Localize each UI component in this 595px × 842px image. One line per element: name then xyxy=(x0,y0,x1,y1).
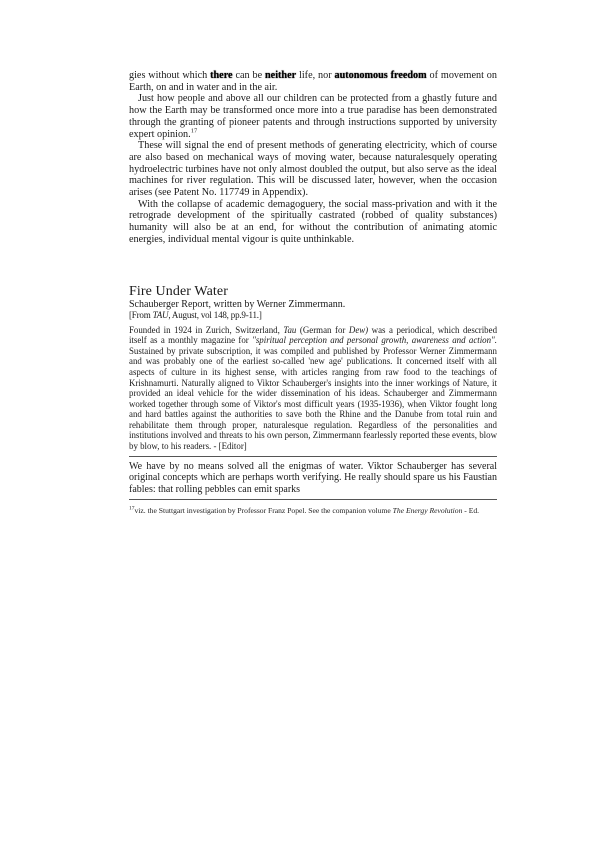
paragraph xyxy=(129,325,497,452)
paragraph: We have by no means solved all the enigmas of water. Viktor Schauberger has several original concepts which are perhaps worth verifying. He really should spare us his Faustian fables: that rolling pebbles can emit sparks xyxy=(129,460,497,495)
text-run-italic: TAU xyxy=(152,309,169,320)
highlighted-word: neither xyxy=(265,70,297,81)
text-run: viz. the Stuttgart investigation by Professor Franz Popel. See the companion volume xyxy=(134,506,393,516)
editor-introduction xyxy=(129,325,497,452)
footnote-reference: 17 xyxy=(190,127,198,135)
document-page xyxy=(129,70,497,516)
paragraph xyxy=(129,70,497,93)
divider xyxy=(129,499,497,500)
article-section xyxy=(129,284,497,516)
text-run: of movement on Earth, on and in water and in the air. xyxy=(129,70,497,93)
body-text xyxy=(129,70,497,246)
text-run-italic: The Energy Revolution xyxy=(392,506,463,516)
text-run: - Ed. xyxy=(462,506,480,516)
text-run-italic: Tau xyxy=(283,324,297,335)
text-run: (German for xyxy=(296,324,349,335)
article-subtitle: Schauberger Report, written by Werner Zimmermann. xyxy=(129,298,346,310)
text-run: Sustained by private subscription, it was compiled and published by Professor Werner Zimmermann and was probably one of the earliest so-called 'new age' publications. It concerned itself with all aspects of culture in its highest sense, with articles ranging from raw food to the teachings of Krishnamurti. Naturally aligned to Viktor Schauberger's insights into the inner workings of Nature, it provided an ideal vehicle for the wider dissemination of his ideas. Schauberger and Zimmermann worked together through some of Viktor's most difficult years (1935-1936), when Viktor fought long and hard battles against the authorities to save both the Rhine and the Danube from total ruin and rehabilitate them through proper, naturalesque regulation. Regardless of the personalities and institutions involved and threats to his own person, Zimmermann fearlessly reported these events, blow by blow, to his readers. - [Editor] xyxy=(129,345,497,452)
text-run: , August, vol 148, pp.9-11.] xyxy=(168,309,262,320)
footnote-number: 17 xyxy=(129,505,135,512)
paragraph: These will signal the end of present methods of generating electricity, which of course are also based on mechanical ways of moving water, because naturalesquely operating hydroelectric turbines have not only almost doubled the output, but also serve as the ideal machines for river regulation. This will be discussed later, however, when the occasion arises (see Patent No. 117749 in Appendix). xyxy=(129,140,497,199)
text-run: [From xyxy=(129,309,153,320)
text-run: can be xyxy=(232,70,265,81)
text-run: was a periodical, which described itself as a monthly magazine for xyxy=(129,324,498,346)
article-title: Fire Under Water xyxy=(129,283,228,299)
text-run: gies without which xyxy=(129,70,211,81)
highlighted-word: there xyxy=(210,70,233,81)
text-run: Just how people and above all our children can be protected from a ghastly future and how the Earth may be transformed once more into a true paradise has been demonstrated through the granting of pioneer patents and through instructions supported by university expert opinion. xyxy=(129,93,497,140)
footnote xyxy=(129,506,497,516)
paragraph: With the collapse of academic demagoguery, the social mass-privation and with it the retrograde development of the spiritually castrated (robbed of quality substances) humanity will also be at an end, for without the contribution of animating atomic energies, individual mental vigour is quite unthinkable. xyxy=(129,198,497,245)
highlighted-phrase: autonomous freedom xyxy=(334,70,427,81)
article-excerpt xyxy=(129,461,497,496)
text-run: Founded in 1924 in Zurich, Switzerland, xyxy=(129,324,284,335)
text-run: life, nor xyxy=(296,70,335,81)
article-source xyxy=(129,310,497,320)
text-run-italic: Dew) xyxy=(348,324,369,335)
divider xyxy=(129,456,497,457)
paragraph xyxy=(129,93,497,140)
text-run-italic: "spiritual perception and personal growth, awareness and action". xyxy=(252,335,498,346)
